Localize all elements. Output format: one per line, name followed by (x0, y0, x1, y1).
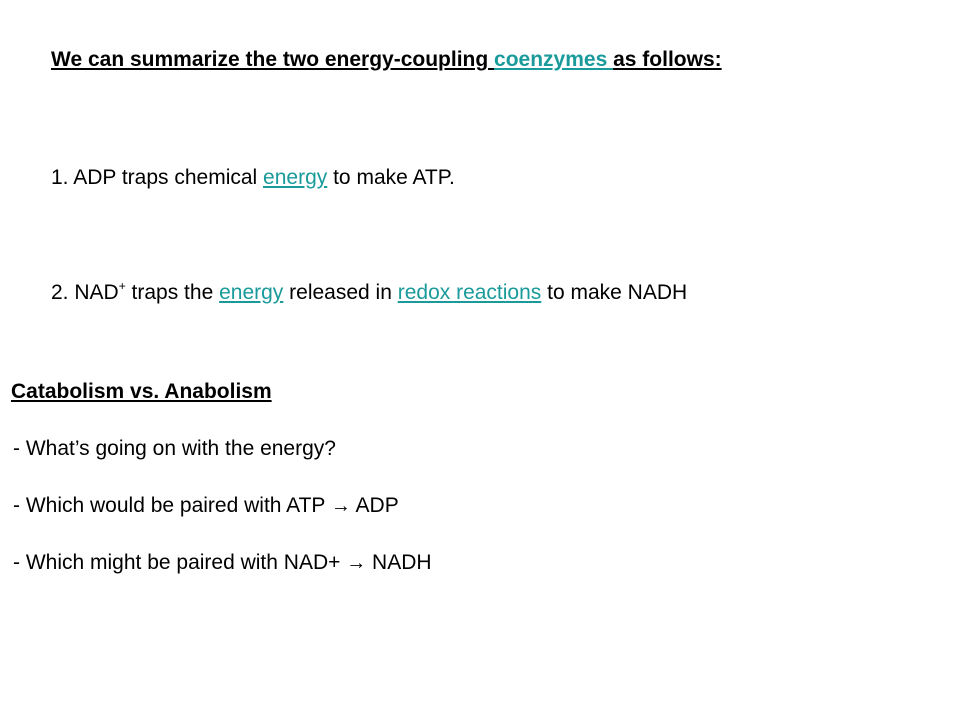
question-2-text: - Which would be paired with ATP (13, 494, 331, 517)
item-2 (51, 281, 687, 305)
question-3-end: NADH (366, 551, 432, 574)
item-1-end: to make ATP. (327, 166, 455, 189)
nad-superscript: + (118, 279, 126, 293)
item-1-text: 1. ADP traps chemical (51, 166, 264, 189)
right-arrow-icon: → (346, 552, 367, 574)
question-2-end: ADP (350, 494, 399, 517)
summary-title-end: as follows: (613, 48, 722, 71)
energy-link-2[interactable]: energy (219, 281, 284, 304)
right-arrow-icon: → (330, 495, 351, 517)
item-2-lead: 2. NAD (51, 281, 119, 304)
item-2-middle: traps the (125, 281, 220, 304)
coenzymes-link[interactable]: coenzymes (494, 48, 614, 71)
question-2 (13, 494, 399, 518)
summary-title-text: We can summarize the two energy-coupling (51, 48, 495, 71)
summary-title (51, 48, 722, 72)
item-2-end: to make NADH (541, 281, 688, 304)
energy-link-1[interactable]: energy (263, 166, 328, 189)
item-2-between: released in (283, 281, 398, 304)
section-heading: Catabolism vs. Anabolism (11, 380, 272, 403)
item-1 (51, 166, 455, 190)
question-3-text: - Which might be paired with NAD+ (13, 551, 347, 574)
redox-reactions-link[interactable]: redox reactions (397, 281, 542, 304)
question-1: - What’s going on with the energy? (13, 437, 336, 460)
question-3 (13, 551, 432, 575)
